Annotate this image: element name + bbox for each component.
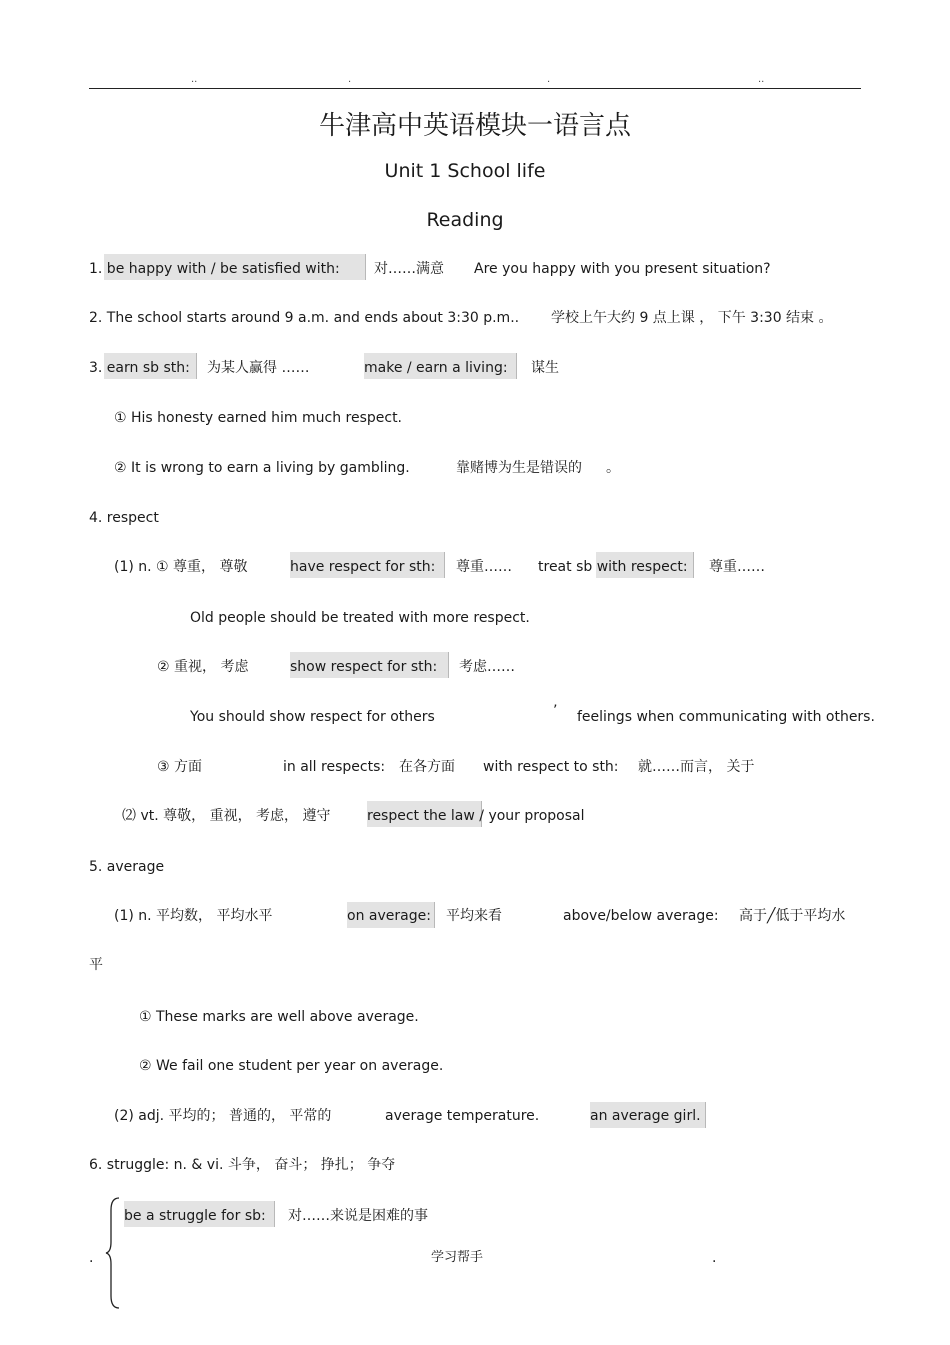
item4-phrase2: treat sb with respect:: [538, 559, 688, 575]
header-dot: ..: [191, 74, 198, 85]
footer-right: .: [712, 1250, 717, 1266]
item1-meaning: 对……满意: [374, 261, 444, 277]
item4-example2-apostrophe: ’: [553, 703, 558, 719]
item4-phrase3: show respect for sth:: [290, 659, 438, 675]
item5-phrase1-meaning: 平均来看: [446, 908, 502, 924]
section-title: Reading: [426, 209, 504, 231]
item6-phrase1-meaning: 对……来说是困难的事: [288, 1208, 428, 1224]
item6-heading: 6. struggle: n. & vi. 斗争， 奋斗； 挣扎； 争夺: [89, 1157, 396, 1173]
item3-meaning2: 谋生: [531, 360, 559, 376]
item5-example2: ② We fail one student per year on average.: [139, 1058, 444, 1074]
item3-example2-translation: 靠赌博为生是错误的: [456, 460, 582, 476]
item3-meaning: 为某人赢得 ……: [207, 360, 310, 376]
item4-phrase5-meaning: 就……而言， 关于: [638, 759, 755, 775]
item5-example1: ① These marks are well above average.: [139, 1009, 419, 1025]
item3-example1: ① His honesty earned him much respect.: [114, 410, 403, 426]
header-rule: [89, 88, 861, 89]
item1-example: Are you happy with you present situation?: [474, 261, 771, 277]
item4-heading: 4. respect: [89, 510, 159, 526]
brace-icon: [104, 1196, 122, 1310]
item2-sentence: 2. The school starts around 9 a.m. and ends about 3:30 p.m..: [89, 310, 520, 326]
item5-phrase3: average temperature.: [385, 1108, 540, 1124]
item6-phrase1: be a struggle for sb:: [124, 1208, 266, 1224]
header-dot: .: [547, 74, 551, 85]
item1-phrase: 1. be happy with / be satisfied with:: [89, 261, 340, 277]
item5-adj-sense: (2) adj. 平均的； 普通的， 平常的: [114, 1108, 332, 1124]
item3-phrase: 3. earn sb sth:: [89, 360, 190, 376]
item4-verb-sense: ⑵ vt. 尊敬， 重视， 考虑， 遵守: [122, 808, 331, 824]
item5-heading: 5. average: [89, 859, 165, 875]
item4-phrase5: with respect to sth:: [483, 759, 619, 775]
item4-example1: Old people should be treated with more respect.: [190, 610, 530, 626]
item5-phrase1: on average:: [347, 908, 431, 924]
header-dot: ..: [758, 74, 765, 85]
item4-example2: You should show respect for others: [190, 709, 435, 725]
item3-phrase2: make / earn a living:: [364, 360, 508, 376]
unit-title: Unit 1 School life: [384, 160, 546, 182]
item4-phrase1: have respect for sth:: [290, 559, 436, 575]
footer-center: 学习帮手: [431, 1250, 484, 1265]
footer-left: .: [89, 1250, 94, 1266]
item3-example2-end: 。: [606, 460, 620, 476]
item4-noun-sense3: ③ 方面: [157, 759, 203, 775]
item5-phrase2-meaning-cont: 平: [89, 957, 103, 973]
item4-phrase2-meaning: 尊重……: [709, 559, 765, 575]
item4-phrase6: respect the law / your proposal: [367, 808, 585, 824]
item4-noun-sense2: ② 重视， 考虑: [157, 659, 249, 675]
item3-example2: ② It is wrong to earn a living by gambling.: [114, 460, 410, 476]
page-title: 牛津高中英语模块一语言点: [318, 111, 631, 141]
header-dot: .: [348, 74, 352, 85]
item4-noun-sense1: (1) n. ① 尊重， 尊敬: [114, 559, 248, 575]
item2-translation: 学校上午大约 9 点上课 ， 下午 3:30 结束 。: [551, 310, 833, 326]
item4-phrase1-meaning: 尊重……: [456, 559, 512, 575]
item5-phrase2-meaning: 高于╱低于平均水: [739, 908, 846, 924]
item5-phrase2: above/below average:: [563, 908, 719, 924]
item4-phrase3-meaning: 考虑……: [459, 659, 515, 675]
item5-phrase4: an average girl.: [590, 1108, 701, 1124]
item4-example2-cont: feelings when communicating with others.: [577, 709, 875, 725]
item4-phrase4-meaning: 在各方面: [399, 759, 455, 775]
item5-noun-sense: (1) n. 平均数， 平均水平: [114, 908, 273, 924]
item4-phrase4: in all respects:: [283, 759, 386, 775]
